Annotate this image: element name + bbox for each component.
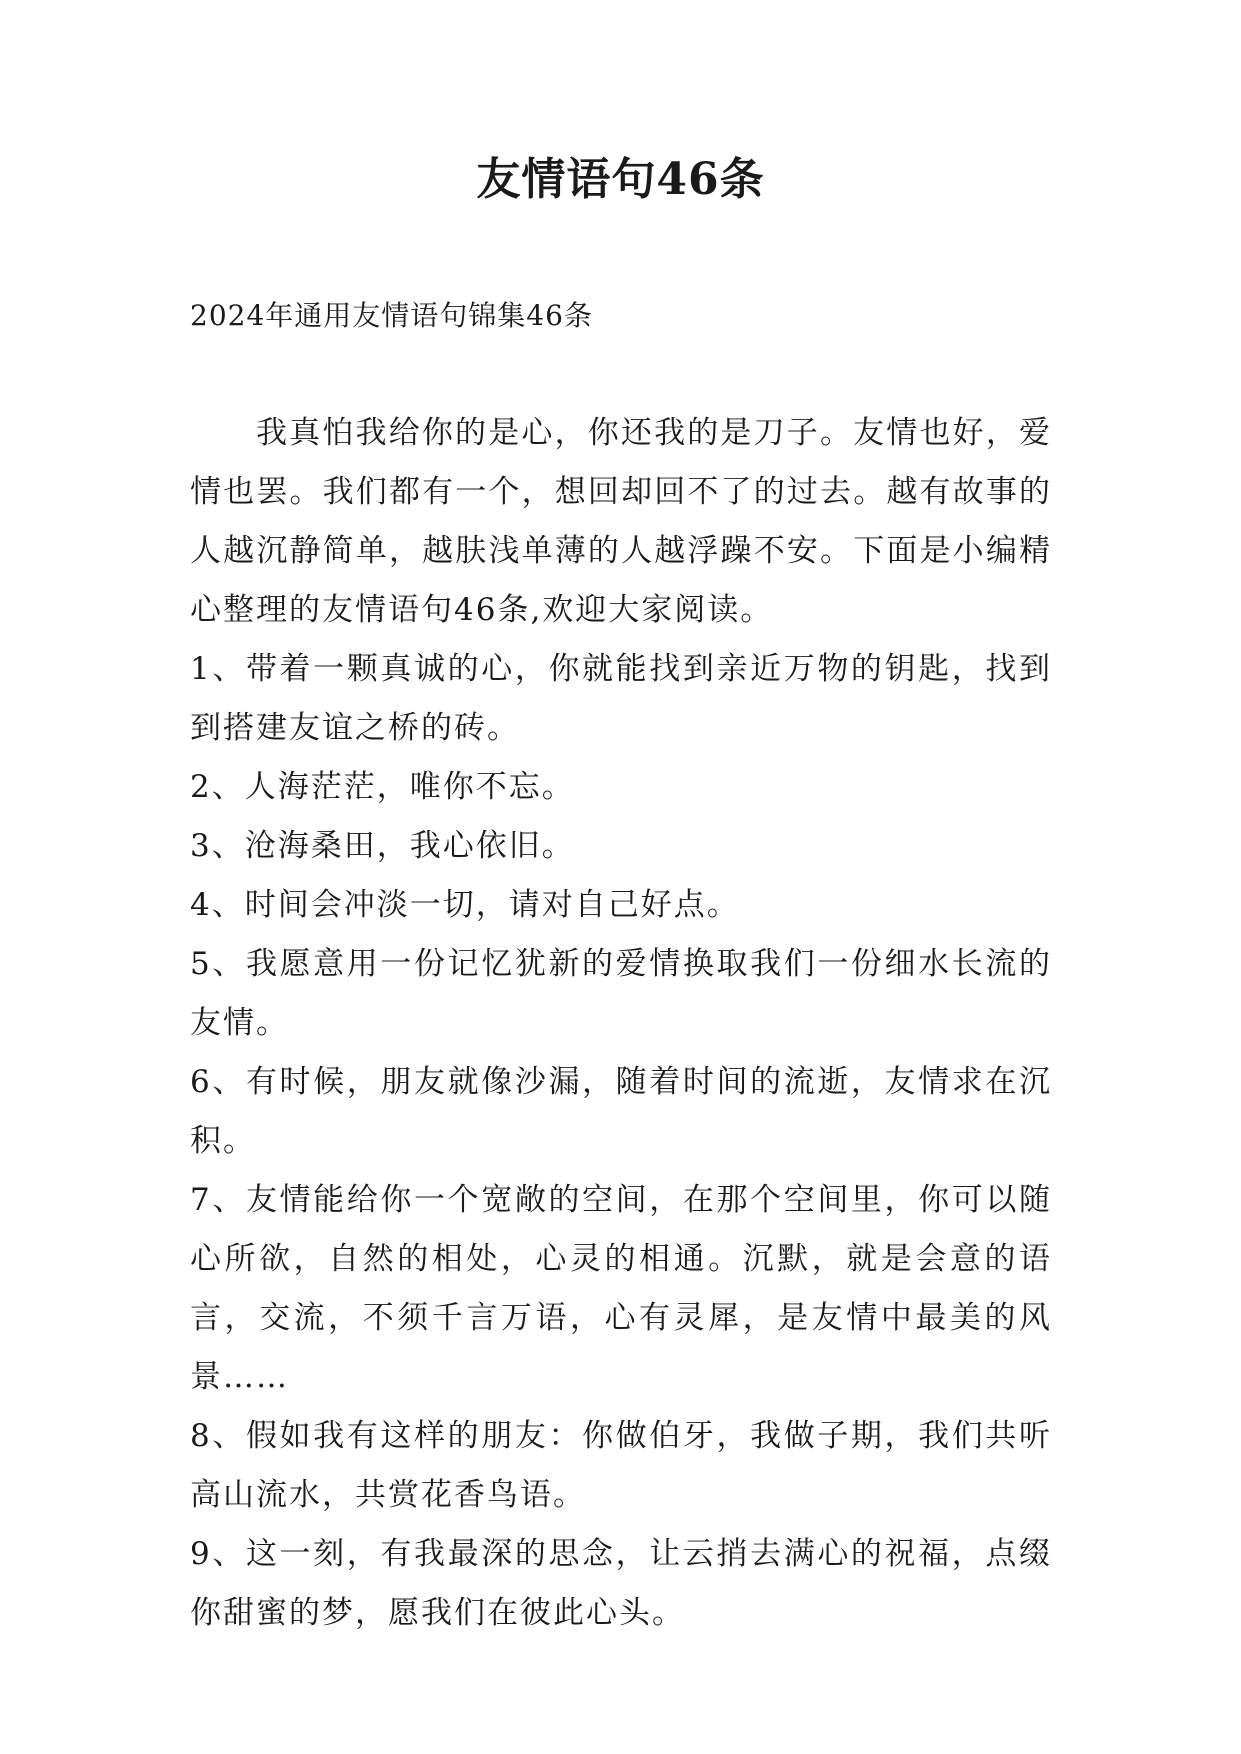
document-subtitle: 2024年通用友情语句锦集46条 bbox=[190, 299, 593, 332]
list-item: 7、友情能给你一个宽敞的空间，在那个空间里，你可以随心所欲，自然的相处，心灵的相通。沉默，就是会意的语言，交流，不须千言万语，心有灵犀，是友情中最美的风景…… bbox=[190, 1182, 1052, 1395]
document-body bbox=[190, 404, 1052, 1643]
list-item: 2、人海茫茫，唯你不忘。 bbox=[190, 769, 575, 805]
list-item: 8、假如我有这样的朋友：你做伯牙，我做子期，我们共听高山流水，共赏花香鸟语。 bbox=[190, 1418, 1052, 1513]
list-item: 6、有时候，朋友就像沙漏，随着时间的流逝，友情求在沉积。 bbox=[190, 1064, 1052, 1159]
list-item: 5、我愿意用一份记忆犹新的爱情换取我们一份细水长流的友情。 bbox=[190, 946, 1052, 1041]
list-item: 9、这一刻，有我最深的思念，让云捎去满心的祝福，点缀你甜蜜的梦，愿我们在彼此心头。 bbox=[190, 1536, 1052, 1631]
list-item: 4、时间会冲淡一切，请对自己好点。 bbox=[190, 887, 740, 923]
document-title: 友情语句46条 bbox=[476, 154, 765, 205]
list-item: 1、带着一颗真诚的心，你就能找到亲近万物的钥匙，找到到搭建友谊之桥的砖。 bbox=[190, 651, 1052, 746]
list-item: 3、沧海桑田，我心依旧。 bbox=[190, 828, 575, 864]
intro-paragraph: 我真怕我给你的是心，你还我的是刀子。友情也好，爱情也罢。我们都有一个，想回却回不了的过去。越有故事的人越沉静简单，越肤浅单薄的人越浮躁不安。下面是小编精心整理的友情语句46条,欢迎大家阅读。 bbox=[190, 415, 1052, 628]
